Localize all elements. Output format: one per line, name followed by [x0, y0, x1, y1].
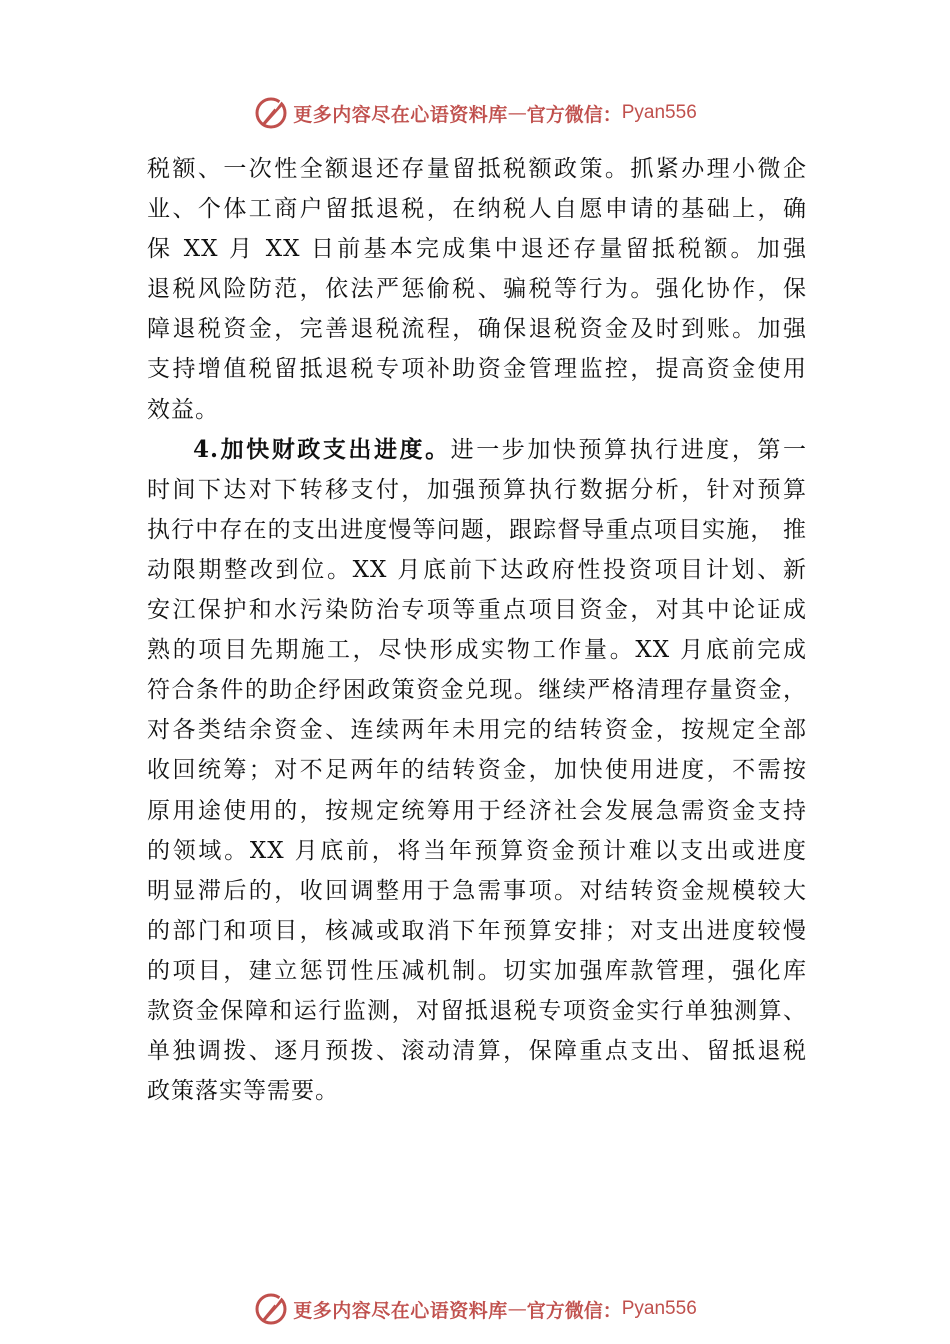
footer-watermark [0, 1289, 950, 1329]
header-label: 官方微信： [526, 103, 622, 126]
text-line: 业、个体工商户留抵退税，在纳税人自愿申请的基础上，确 [147, 196, 807, 223]
footer-dash: — [507, 1298, 527, 1320]
text-line: 的项目，建立惩罚性压减机制。切实加强库款管理，强化库 [147, 957, 807, 984]
section-4-first-line-text: 进一步加快预算执行进度，第一 [450, 436, 807, 463]
section-4-first-line [147, 430, 807, 470]
text-line: 符合条件的助企纾困政策资金兑现。继续严格清理存量资金， [147, 677, 807, 704]
text-line: 政策落实等需要。 [147, 1078, 339, 1105]
text-line: 安江保护和水污染防治专项等重点项目资金，对其中论证成 [147, 597, 807, 624]
footer-wechat-id: Pyan556 [621, 1298, 697, 1319]
text-line: 明显滞后的，收回调整用于急需事项。对结转资金规模较大 [147, 877, 807, 904]
text-line: 熟的项目先期施工，尽快形成实物工作量。XX 月底前完成 [147, 637, 807, 664]
section-4 [147, 430, 807, 1112]
text-line: 税额、一次性全额退还存量留抵税额政策。抓紧办理小微企 [147, 156, 807, 182]
text-line: 的领域。XX 月底前，将当年预算资金预计难以支出或进度 [147, 837, 807, 864]
text-line: 收回统筹；对不足两年的结转资金，加快使用进度，不需按 [147, 757, 807, 784]
header-watermark [0, 93, 950, 133]
text-line: 的部门和项目，核减或取消下年预算安排；对支出进度较慢 [147, 917, 807, 944]
text-line: 退税风险防范，依法严惩偷税、骗税等行为。强化协作，保 [147, 276, 807, 303]
text-line: 效益。 [147, 396, 219, 423]
text-line: 执行中存在的支出进度慢等问题，跟踪督导重点项目实施， 推 [147, 516, 807, 543]
text-line: 障退税资金，完善退税流程，确保退税资金及时到账。加强 [147, 316, 807, 343]
quill-pen-logo-icon [253, 95, 289, 131]
section-4-heading: 4.加快财政支出进度。 [193, 435, 451, 463]
text-line: 原用途使用的，按规定统筹用于经济社会发展急需资金支持 [147, 797, 807, 824]
footer-label: 官方微信： [526, 1299, 622, 1322]
text-line: 款资金保障和运行监测，对留抵退税专项资金实行单独测算、 [147, 997, 807, 1024]
footer-text: 更多内容尽在心语资料库 [293, 1299, 508, 1322]
header-wechat-id: Pyan556 [621, 102, 697, 123]
text-line: 保 XX 月 XX 日前基本完成集中退还存量留抵税额。加强 [147, 236, 807, 263]
document-body [147, 149, 807, 1111]
paragraph-1 [147, 149, 807, 430]
text-line: 时间下达对下转移支付，加强预算执行数据分析，针对预算 [147, 476, 807, 503]
text-line: 支持增值税留抵退税专项补助资金管理监控，提高资金使用 [147, 356, 807, 383]
text-line: 单独调拨、逐月预拨、滚动清算，保障重点支出、留抵退税 [147, 1038, 807, 1065]
text-line: 动限期整改到位。XX 月底前下达政府性投资项目计划、新 [147, 556, 807, 583]
text-line: 对各类结余资金、连续两年未用完的结转资金，按规定全部 [147, 717, 807, 744]
header-text: 更多内容尽在心语资料库 [293, 103, 508, 126]
quill-pen-logo-icon [253, 1291, 289, 1327]
header-dash: — [507, 102, 527, 124]
